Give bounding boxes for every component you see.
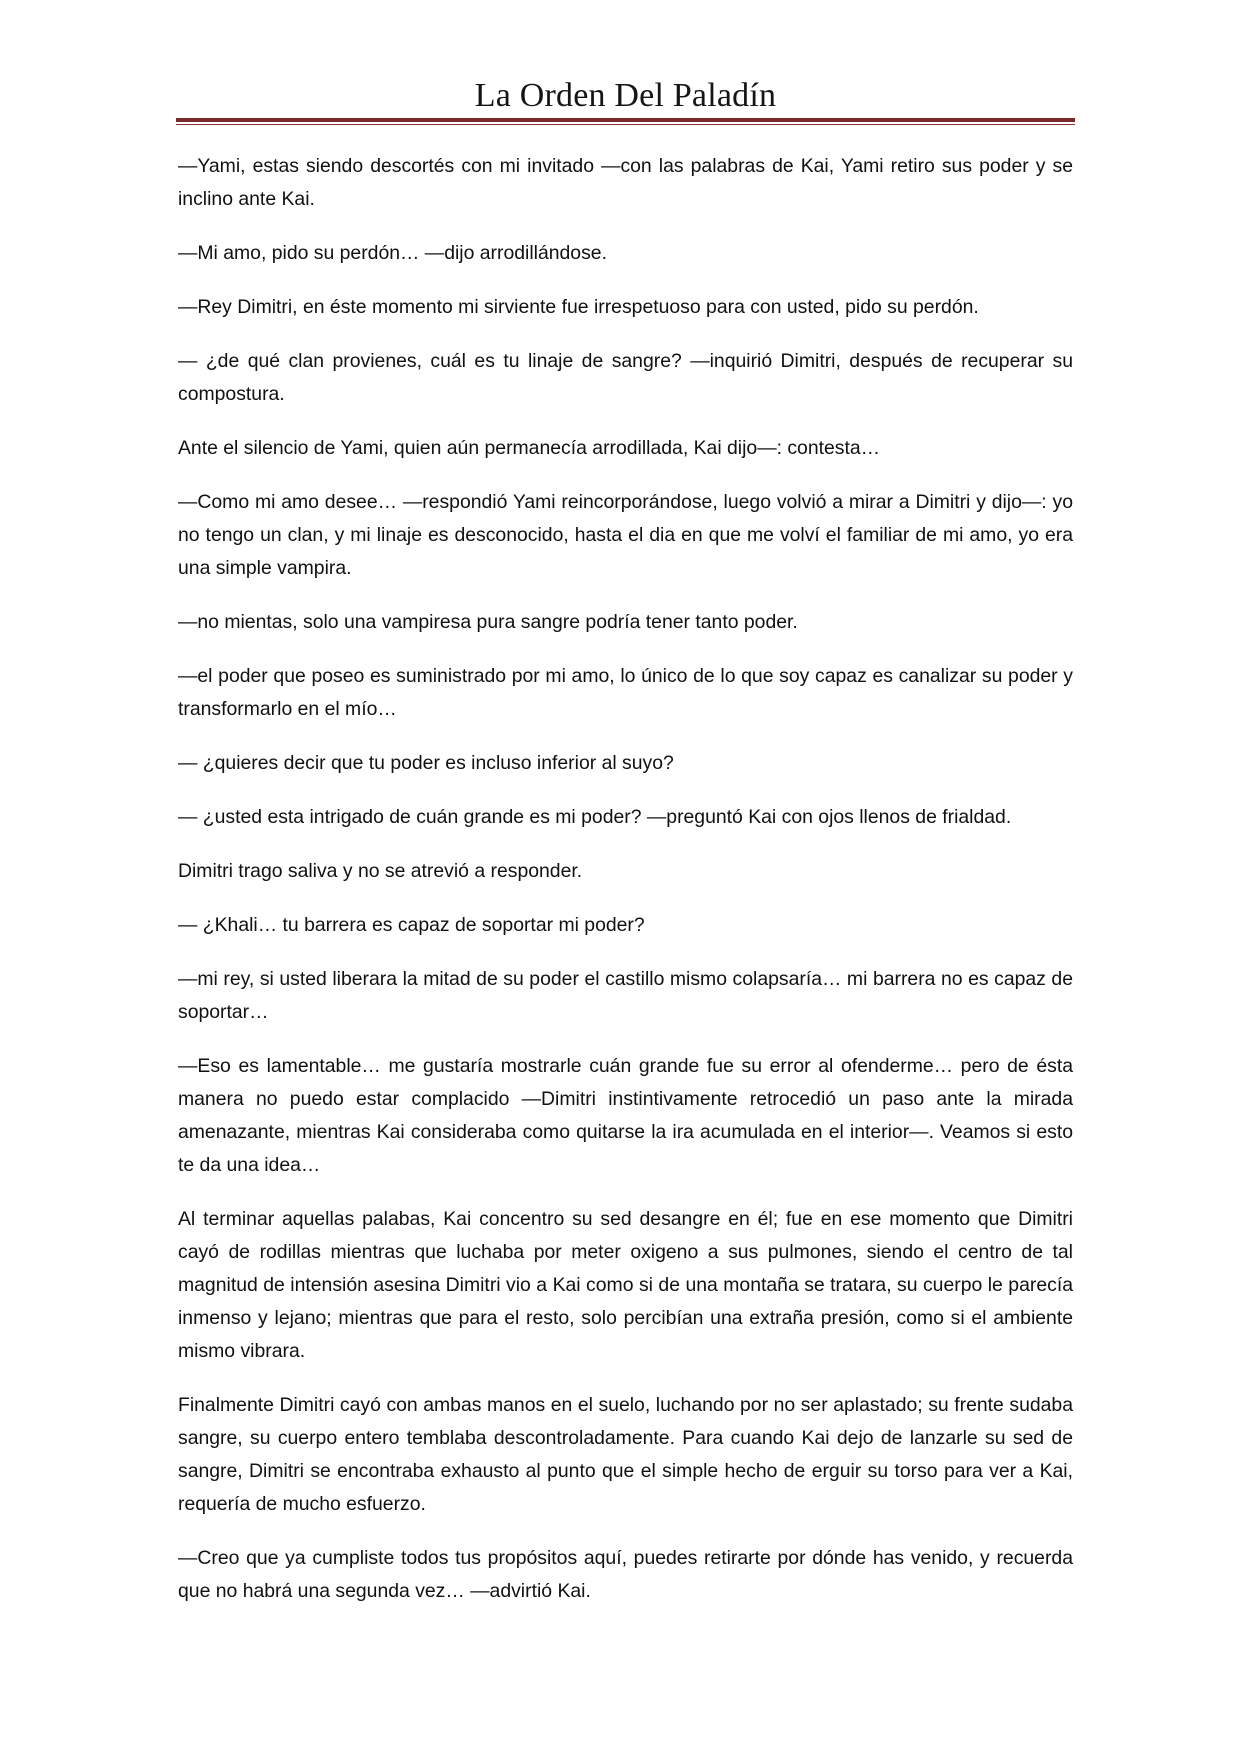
paragraph: —Rey Dimitri, en éste momento mi sirviente fue irrespetuoso para con usted, pido su perdón.: [178, 296, 979, 318]
paragraph: — ¿Khali… tu barrera es capaz de soportar mi poder?: [178, 914, 645, 936]
paragraph: —Creo que ya cumpliste todos tus propósitos aquí, puedes retirarte por dónde has venido, y recuerda que no habrá una segunda vez… —advirtió Kai.: [178, 1547, 1073, 1602]
paragraph: Ante el silencio de Yami, quien aún permanecía arrodillada, Kai dijo—: contesta…: [178, 437, 881, 459]
paragraph: —Yami, estas siendo descortés con mi invitado —con las palabras de Kai, Yami retiro sus poder y se inclino ante Kai.: [178, 155, 1073, 210]
paragraph: — ¿usted esta intrigado de cuán grande es mi poder? —preguntó Kai con ojos llenos de frialdad.: [178, 806, 1012, 828]
paragraph: Dimitri trago saliva y no se atrevió a responder.: [178, 860, 583, 882]
paragraph: —el poder que poseo es suministrado por mi amo, lo único de lo que soy capaz es canalizar su poder y transformarlo en el mío…: [178, 665, 1073, 720]
body-text: [178, 150, 1073, 1629]
paragraph: —Eso es lamentable… me gustaría mostrarle cuán grande fue su error al ofenderme… pero de ésta manera no puedo estar complacido —Dimitri instintivamente retrocedió un paso ante la mirada amenazante, mientras Kai consideraba como quitarse la ira acumulada en el interior—. Veamos si esto te da una idea…: [178, 1055, 1073, 1176]
paragraph: —Como mi amo desee… —respondió Yami reincorporándose, luego volvió a mirar a Dimitri y dijo—: yo no tengo un clan, y mi linaje es desconocido, hasta el dia en que me volví el familiar de mi amo, yo era una simple vampira.: [178, 491, 1073, 579]
paragraph: Finalmente Dimitri cayó con ambas manos en el suelo, luchando por no ser aplastado; su frente sudaba sangre, su cuerpo entero temblaba descontroladamente. Para cuando Kai dejo de lanzarle su sed de sangre, Dimitri se encontraba exhausto al punto que el simple hecho de erguir su torso para ver a Kai, requería de mucho esfuerzo.: [178, 1394, 1073, 1515]
header-divider-thin: [176, 124, 1075, 125]
page-header: [176, 70, 1075, 122]
header-divider: [176, 118, 1075, 126]
paragraph: —Mi amo, pido su perdón… —dijo arrodillándose.: [178, 242, 607, 264]
header-divider-thick: [176, 118, 1075, 122]
header-title: La Orden Del Paladín: [474, 77, 777, 114]
paragraph: — ¿de qué clan provienes, cuál es tu linaje de sangre? —inquirió Dimitri, después de recuperar su compostura.: [178, 350, 1073, 405]
paragraph: — ¿quieres decir que tu poder es incluso inferior al suyo?: [178, 752, 674, 774]
paragraph: —mi rey, si usted liberara la mitad de su poder el castillo mismo colapsaría… mi barrera no es capaz de soportar…: [178, 968, 1073, 1023]
paragraph: Al terminar aquellas palabas, Kai concentro su sed desangre en él; fue en ese momento que Dimitri cayó de rodillas mientras que luchaba por meter oxigeno a sus pulmones, siendo el centro de tal magnitud de intensión asesina Dimitri vio a Kai como si de una montaña se tratara, su cuerpo le parecía inmenso y lejano; mientras que para el resto, solo percibían una extraña presión, como si el ambiente mismo vibrara.: [178, 1208, 1073, 1362]
paragraph: —no mientas, solo una vampiresa pura sangre podría tener tanto poder.: [178, 611, 798, 633]
